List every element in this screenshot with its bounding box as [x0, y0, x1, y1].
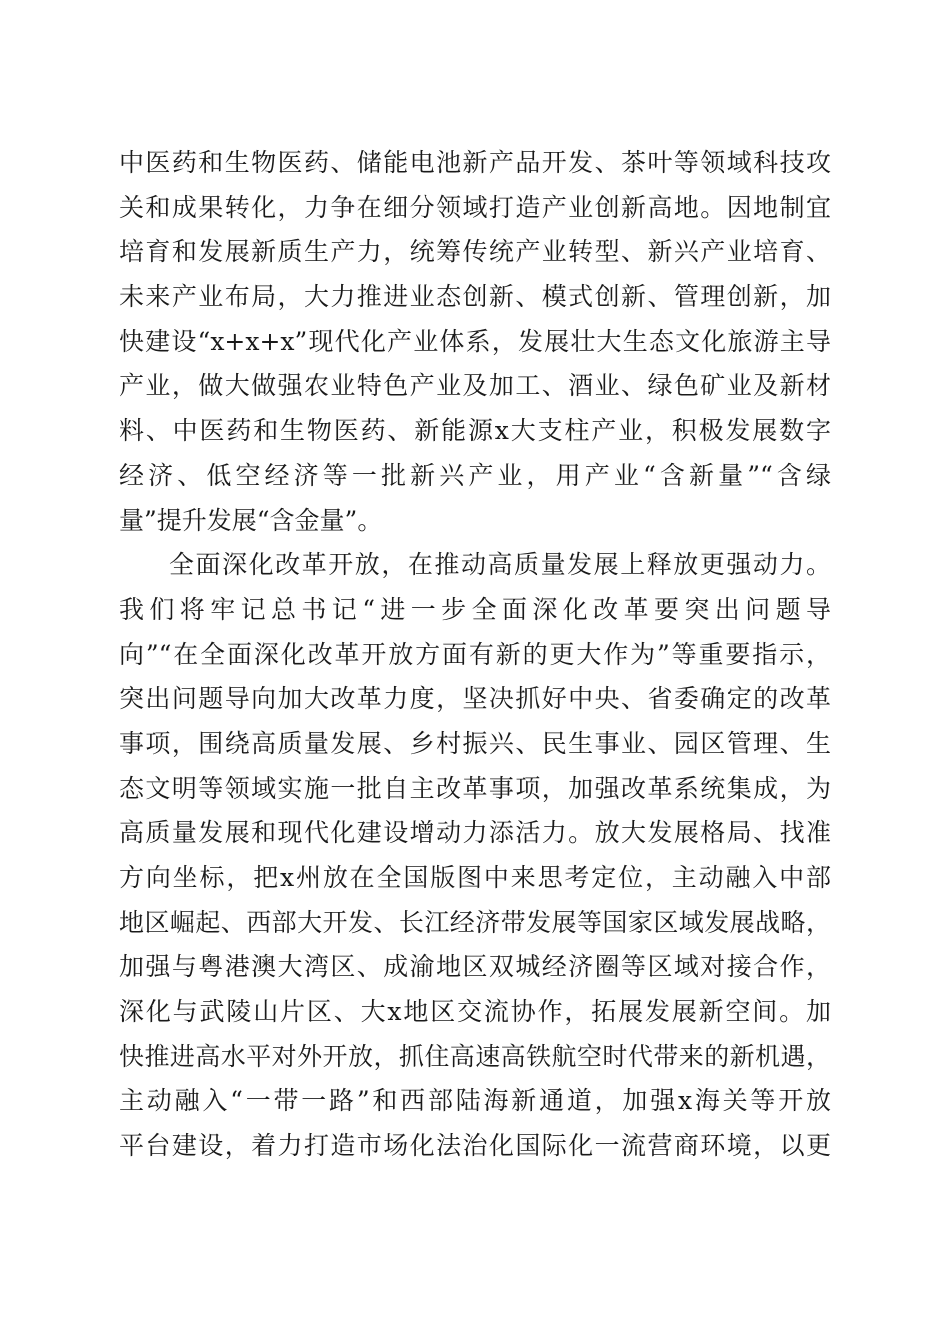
- text-line: 态文明等领域实施一批自主改革事项，加强改革系统集成，为: [119, 773, 831, 803]
- text-line: 事项，围绕高质量发展、乡村振兴、民生事业、园区管理、生: [119, 728, 831, 758]
- text-line: 深化与武陵山片区、大x地区交流协作，拓展发展新空间。加: [119, 997, 831, 1027]
- text-line: 突出问题导向加大改革力度，坚决抓好中央、省委确定的改革: [119, 684, 831, 714]
- text-line: 加强与粤港澳大湾区、成渝地区双城经济圈等区域对接合作，: [119, 952, 831, 982]
- text-line: 量”提升发展“含金量”。: [119, 505, 383, 535]
- text-line: 向”“在全面深化改革开放方面有新的更大作为”等重要指示，: [119, 639, 831, 669]
- text-line: 中医药和生物医药、储能电池新产品开发、茶叶等领域科技攻: [119, 148, 831, 177]
- text-line: 料、中医药和生物医药、新能源x大支柱产业，积极发展数字: [119, 416, 831, 446]
- text-line: 经济、低空经济等一批新兴产业，用产业“含新量”“含绿: [119, 460, 831, 490]
- text-line: 主动融入“一带一路”和西部陆海新通道，加强x海关等开放: [119, 1086, 831, 1116]
- text-line: 快推进高水平对外开放，抓住高速高铁航空时代带来的新机遇，: [119, 1041, 831, 1071]
- paragraph-lead-line: 全面深化改革开放，在推动高质量发展上释放更强动力。: [169, 550, 831, 580]
- text-line: 方向坐标，把x州放在全国版图中来思考定位，主动融入中部: [119, 863, 831, 892]
- text-line: 平台建设，着力打造市场化法治化国际化一流营商环境，以更: [119, 1131, 831, 1161]
- text-line: 产业，做大做强农业特色产业及加工、酒业、绿色矿业及新材: [119, 371, 831, 401]
- body-text: [119, 141, 831, 1169]
- text-line: 快建设“x+x+x”现代化产业体系，发展壮大生态文化旅游主导: [119, 326, 831, 356]
- text-line: 未来产业布局，大力推进业态创新、模式创新、管理创新，加: [119, 282, 831, 312]
- text-line: 地区崛起、西部大开发、长江经济带发展等国家区域发展战略，: [119, 907, 831, 937]
- text-line: 我们将牢记总书记“进一步全面深化改革要突出问题导: [119, 594, 831, 624]
- text-line: 高质量发展和现代化建设增动力添活力。放大发展格局、找准: [119, 818, 831, 848]
- text-line: 关和成果转化，力争在细分领域打造产业创新高地。因地制宜: [119, 192, 831, 222]
- text-line: 培育和发展新质生产力，统筹传统产业转型、新兴产业培育、: [119, 237, 831, 267]
